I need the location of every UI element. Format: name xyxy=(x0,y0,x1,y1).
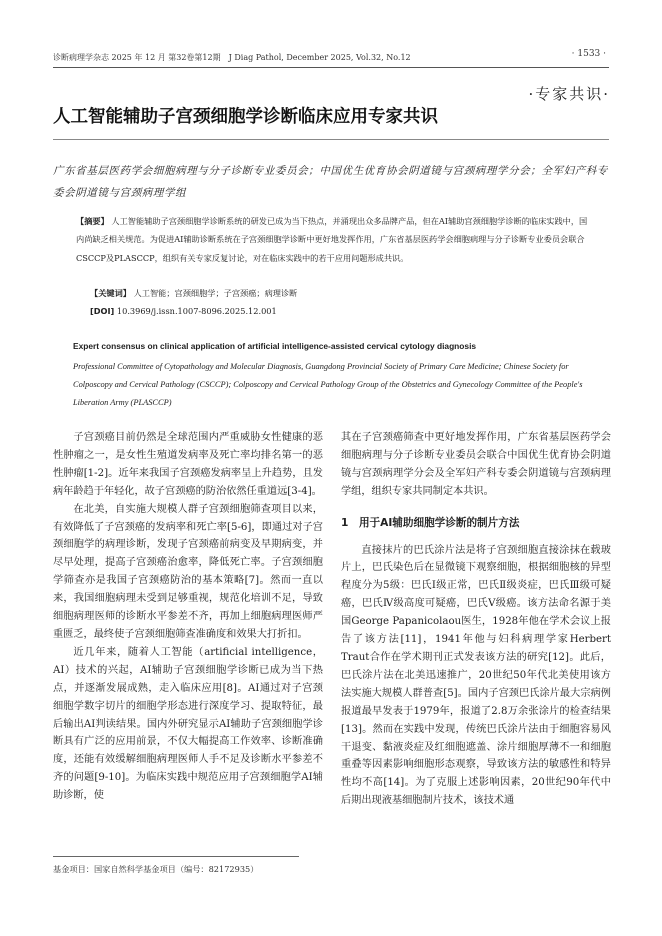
keywords-label: 【关键词】 xyxy=(90,288,131,298)
author-groups: 广东省基层医药学会细胞病理与分子诊断专业委员会；中国优生优育协会阴道镜与宫颈病理学分会；全军妇产科专委会阴道镜与宫颈病理学组 xyxy=(53,165,608,199)
funding-footnote: 基金项目：国家自然科学基金项目（编号：82172935） xyxy=(53,864,259,874)
doi-label: [DOI] xyxy=(90,306,115,316)
paragraph: 近几年来，随着人工智能（artificial intelligence，AI）技术的兴起，AI辅助子宫颈细胞学诊断已成为当下热点，并逐渐发展成熟，走入临床应用[8]。AI通过对子宫颈细胞学数字切片的细胞学形态进行深度学习、提取特征，最后输出AI判读结果。国内外研究显示AI辅助子宫颈细胞学诊断具有广泛的应用前景，不仅大幅提高工作效率、诊断准确度，还能有效缓解细胞病理医师人手不足及诊断水平参差不齐的问题[9-10]。为临床实践中规范应用子宫颈细胞学AI辅助诊断，使 xyxy=(53,646,323,802)
keywords-text: 人工智能；宫颈细胞学；子宫颈癌；病理诊断 xyxy=(133,288,298,298)
english-authors: Professional Committee of Cytopathology and Molecular Diagnosis, Guangdong Provincial Society of Primary Care Medicine; Chinese Society for Colposcopy and Cervical Pathology (CSCCP); Colposcopy and Cervical Pathology Group of the Obstetrics and Gynecology Committee of the People's Liberation Army (PLASCCP) xyxy=(73,362,583,407)
keywords xyxy=(90,288,297,299)
paragraph: 子宫颈癌目前仍然是全球范围内严重威胁女性健康的恶性肿瘤之一，是女性生殖道发病率及死亡率均排名第一的恶性肿瘤[1-2]。近年来我国子宫颈癌发病率呈上升趋势，且发病年龄趋于年轻化，故子宫颈癌的防治依然任重道远[3-4]。 xyxy=(53,432,323,497)
body-left-column xyxy=(53,429,323,805)
section-type-label: ·专家共识· xyxy=(528,85,610,103)
doi xyxy=(90,306,277,316)
title-rule xyxy=(53,139,609,140)
abstract xyxy=(76,212,588,267)
paragraph: 在北美，自实施大规模人群子宫颈细胞筛查项目以来，有效降低了子宫颈癌的发病率和死亡率[5-6]，即通过对子宫颈细胞学的病理诊断，发现子宫颈癌前病变及早期病变，并尽早处理，提高子宫颈癌治愈率，降低死亡率。子宫颈细胞学筛查亦是我国子宫颈癌防治的基本策略[7]。然而一直以来，我国细胞病理未受到足够重视，规范化培训不足，导致细胞病理医师的诊断水平参差不齐，再加上细胞病理医师严重匮乏，最终使子宫颈细胞筛查准确度和效果大打折扣。 xyxy=(53,503,323,640)
english-title: Expert consensus on clinical application of artificial intelligence-assisted cervical cytology diagnosis xyxy=(73,341,477,351)
page-number: · 1533 · xyxy=(571,49,606,59)
journal-header: 诊断病理学杂志 2025 年 12 月 第32卷第12期 J Diag Pathol, December 2025, Vol.32, No.12 xyxy=(53,53,411,62)
doi-value: 10.3969/j.issn.1007-8096.2025.12.001 xyxy=(116,306,277,316)
abstract-text: 人工智能辅助子宫颈细胞学诊断系统的研发已成为当下热点，并涌现出众多品牌产品，但在AI辅助宫颈细胞学诊断的临床实践中，国内尚缺乏相关规范。为促进AI辅助诊断系统在子宫颈细胞学诊断中更好地发挥作用，广东省基层医药学会细胞病理与分子诊断专业委员会联合CSCCP及PLASCCP，组织有关专家反复讨论，对在临床实践中的若干应用问题形成共识。 xyxy=(76,216,588,263)
abstract-label: 【摘要】 xyxy=(76,216,109,226)
body-right-column xyxy=(341,429,611,810)
paragraph: 其在子宫颈癌筛查中更好地发挥作用，广东省基层医药学会细胞病理与分子诊断专业委员会联合中国优生优育协会阴道镜与宫颈病理学分会及全军妇产科专委会阴道镜与宫颈病理学组，组织专家共同制定本共识。 xyxy=(341,432,611,497)
footnote-rule xyxy=(53,856,299,857)
header-rule xyxy=(53,67,609,68)
article-title: 人工智能辅助子宫颈细胞学诊断临床应用专家共识 xyxy=(53,107,438,127)
section-heading: 1 用于AI辅助细胞学诊断的制片方法 xyxy=(341,516,520,529)
paragraph: 直接抹片的巴氏涂片法是将子宫颈细胞直接涂抹在载玻片上，巴氏染色后在显微镜下观察细胞，根据细胞核的异型程度分为5级：巴氏Ⅰ级正常，巴氏Ⅱ级炎症，巴氏Ⅲ级可疑癌，巴氏Ⅳ级高度可疑癌，巴氏Ⅴ级癌。该方法命名源于美国George Papanicolaou医生，1928年他在学术会议上报告了该方法[11]，1941年他与妇科病理学家Herbert Traut合作在学术期刊正式发表该方法的研究[12]。此后，巴氏涂片法在北美迅速推广，20世纪50年代北美使用该方法实施大规模人群普查[5]。国内子宫颈巴氏涂片最大宗病例报道最早发表于1979年，报道了2.8万余张涂片的检查结果[13]。然而在实践中发现，传统巴氏涂片法由于细胞容易风干退变、黏液炎症及红细胞遮盖、涂片细胞厚薄不一和细胞重叠等因素影响细胞形态观察，导致该方法的敏感性和特异性均不高[14]。为了克服上述影响因素，20世纪90年代中后期出现液基细胞制片技术，该技术通 xyxy=(341,544,611,807)
